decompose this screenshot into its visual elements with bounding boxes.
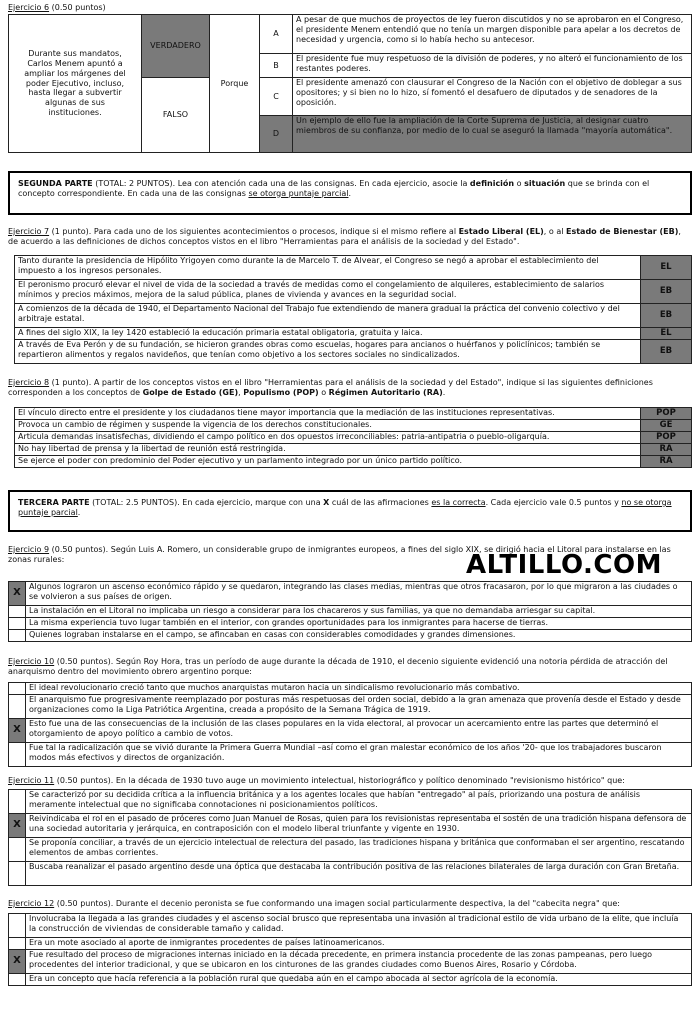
answer-mark[interactable]: X [9, 582, 26, 606]
ej6-falso[interactable]: FALSO [142, 78, 210, 153]
table-row: Provoca un cambio de régimen y suspende la vigencia de los derechos constitucionales. GE [15, 420, 692, 432]
parte3-title: TERCERA PARTE [18, 498, 90, 507]
ej9-intro: Ejercicio 9 (0.50 puntos). Según Luis A. Romero, un considerable grupo de inmigrantes europeos, a fines del siglo XIX, se dirigió hacia el Litoral para instalarse en las zonas rurales: [8, 545, 671, 564]
answer-badge[interactable]: EB [641, 340, 692, 364]
table-row: Era un mote asociado al aporte de inmigrantes procedentes de países latinoamericanos. [9, 938, 692, 950]
ej6-letter-b: B [260, 54, 293, 78]
table-row: Involucraba la llegada a las grandes ciudades y el ascenso social brusco que representaba una invasión al tradicional estilo de vida urbano de la elite, que incluía la construcción de viviendas de considerable tamaño y calidad. [9, 914, 692, 938]
answer-mark[interactable]: X [9, 719, 26, 743]
table-row: No hay libertad de prensa y la libertad de reunión está restringida. RA [15, 444, 692, 456]
answer-mark[interactable] [9, 938, 26, 950]
answer-mark[interactable] [9, 838, 26, 862]
answer-badge[interactable]: EL [641, 256, 692, 280]
table-row: Fue tal la radicalización que se vivió durante la Primera Guerra Mundial –así como el gran malestar económico de los años '20- que los trabajadores buscaron modos más efectivos y directos de organización. [9, 743, 692, 767]
answer-mark[interactable] [9, 974, 26, 986]
answer-mark[interactable] [9, 743, 26, 767]
table-row: La instalación en el Litoral no implicaba un riesgo a considerar para los chacareros y sus familias, ya que no demandaba arriesgar su capital. [9, 606, 692, 618]
answer-badge[interactable]: POP [641, 408, 692, 420]
ej6-letter-a: A [260, 15, 293, 54]
ej10-link[interactable]: Ejercicio 10 [8, 657, 55, 666]
table-row: X Reivindicaba el rol en el pasado de próceres como Juan Manuel de Rosas, quien para los revisionistas representaba el sostén de una tradición hispana defensora de una sociedad autoritaria y jerárquica, en contraposición con el modelo liberal triunfante y vigente en 1930. [9, 814, 692, 838]
answer-mark[interactable] [9, 683, 26, 695]
table-row: El ideal revolucionario creció tanto que muchos anarquistas mutaron hacia un sindicalismo revolucionario más combativo. [9, 683, 692, 695]
ej8-link[interactable]: Ejercicio 8 [8, 378, 50, 387]
table-row: Quienes lograban instalarse en el campo, se afincaban en casas con considerables comodidades y grandes dimensiones. [9, 630, 692, 642]
ej11-link[interactable]: Ejercicio 11 [8, 776, 55, 785]
answer-mark[interactable] [9, 618, 26, 630]
ej6-verdadero[interactable]: VERDADERO [142, 15, 210, 78]
table-row: X Fue resultado del proceso de migraciones internas iniciado en la década precedente, en primera instancia procedente de las zonas pampeanas, pero luego procedentes del interior tradicional, y que se ubicaron en los cinturones de las grandes ciudades como Buenos Aires, Rosario y Córdoba. [9, 950, 692, 974]
table-row: El vínculo directo entre el presidente y los ciudadanos tiene mayor importancia que la mediación de las instituciones representativas. POP [15, 408, 692, 420]
parte3-box: TERCERA PARTE (TOTAL: 2.5 PUNTOS). En cada ejercicio, marque con una X cuál de las afirmaciones es la correcta. Cada ejercicio vale 0.5 puntos y no se otorga puntaje parcial. [8, 490, 692, 532]
ej8-intro: Ejercicio 8 (1 punto). A partir de los conceptos vistos en el libro "Herramientas para el análisis de la sociedad y del Estado", indique si las siguientes definiciones corresponden a los conceptos de Golpe de Estado (GE), Populismo (POP) o Régimen Autoritario (RA). [8, 378, 653, 397]
ej6-option-c: El presidente amenazó con clausurar el Congreso de la Nación con el objetivo de doblegar a sus opositores; y si bien no lo hizo, sí fomentó el desafuero de diputados y de senadores de la oposición. [293, 78, 692, 116]
ej12-table [8, 913, 692, 986]
table-row: Buscaba reanalizar el pasado argentino desde una óptica que destacaba la contribución positiva de las relaciones bilaterales de larga duración con Gran Bretaña. [9, 862, 692, 886]
ej6-option-a: A pesar de que muchos de proyectos de ley fueron discutidos y no se aprobaron en el Congreso, el presidente Menem entendió que no tenía un margen disponible para apelar a los decretos de necesidad y urgencia, como si lo había hecho su antecesor. [293, 15, 692, 54]
ej6-statement: Durante sus mandatos, Carlos Menem apuntó a ampliar los márgenes del poder Ejecutivo, incluso, hasta llegar a subvertir algunas de sus instituciones. [9, 15, 142, 153]
ej6-title: Ejercicio 6 (0.50 puntos) [8, 3, 106, 12]
ej7-link[interactable]: Ejercicio 7 [8, 227, 50, 236]
answer-badge[interactable]: EB [641, 304, 692, 328]
answer-badge[interactable]: EL [641, 328, 692, 340]
answer-mark[interactable] [9, 630, 26, 642]
answer-mark[interactable]: X [9, 950, 26, 974]
ej6-option-d[interactable]: Un ejemplo de ello fue la ampliación de la Corte Suprema de Justicia, al designar cuatro miembros de su confianza, por medio de lo cual se aseguró la llamada "mayoría automática". [293, 116, 692, 153]
answer-mark[interactable]: X [9, 814, 26, 838]
answer-badge[interactable]: GE [641, 420, 692, 432]
ej11-intro: Ejercicio 11 (0.50 puntos). En la década de 1930 tuvo auge un movimiento intelectual, historiográfico y político denominado "revisionismo histórico" que: [8, 776, 625, 785]
parte2-title: SEGUNDA PARTE [18, 179, 93, 188]
answer-badge[interactable]: EB [641, 280, 692, 304]
ej9-table [8, 581, 692, 642]
table-row: A fines del siglo XIX, la ley 1420 estableció la educación primaria estatal obligatoria, gratuita y laica. EL [15, 328, 692, 340]
ej7-intro: Ejercicio 7 (1 punto). Para cada uno de los siguientes acontecimientos o procesos, indique si el mismo refiere al Estado Liberal (EL), o al Estado de Bienestar (EB), de acuerdo a las definiciones de dichos conceptos vistos en el libro "Herramientas para el análisis de la sociedad y del Estado". [8, 227, 681, 246]
table-row: X Algunos lograron un ascenso económico rápido y se quedaron, integrando las clases medias, mientras que otros fracasaron, por lo que migraron a las ciudades o se volvieron a sus países de origen. [9, 582, 692, 606]
table-row: Se caracterizó por su decidida crítica a la influencia británica y a los agentes locales que habían "entregado" al país, priorizando una postura de análisis meramente intelectual que no significaba connotaciones ni posicionamientos políticos. [9, 790, 692, 814]
ej12-intro: Ejercicio 12 (0.50 puntos). Durante el decenio peronista se fue conformando una imagen social particularmente despectiva, la del "cabecita negra" que: [8, 899, 620, 908]
ej7-table [14, 255, 692, 364]
answer-mark[interactable] [9, 695, 26, 719]
table-row: A comienzos de la década de 1940, el Departamento Nacional del Trabajo fue extendiendo de manera gradual la práctica del convenio colectivo y del arbitraje estatal. EB [15, 304, 692, 328]
answer-mark[interactable] [9, 862, 26, 886]
table-row: Se proponía conciliar, a través de un ejercicio intelectual de relectura del pasado, las tradiciones hispana y británica que conformaban el ser argentino, rescatando elementos de ambas corrientes. [9, 838, 692, 862]
table-row: El peronismo procuró elevar el nivel de vida de la sociedad a través de medidas como el congelamiento de alquileres, establecimiento de salarios mínimos y precios máximos, mejora de la salud pública, planes de vivienda y avances en la seguridad social. EB [15, 280, 692, 304]
ej6-link[interactable]: Ejercicio 6 [8, 3, 50, 12]
ej8-table [14, 407, 692, 468]
table-row: El anarquismo fue progresivamente reemplazado por posturas más respetuosas del orden social, debido a la gran amenaza que provenía desde el Estado y desde organizaciones como la Liga Patriótica Argentina, creada a propósito de la Semana Trágica de 1919. [9, 695, 692, 719]
ej6-option-b: El presidente fue muy respetuoso de la división de poderes, y no alteró el funcionamiento de los restantes poderes. [293, 54, 692, 78]
table-row: La misma experiencia tuvo lugar también en el interior, con grandes oportunidades para los inmigrantes para hacerse de tierras. [9, 618, 692, 630]
ej6-porque: Porque [210, 15, 260, 153]
table-row: Tanto durante la presidencia de Hipólito Yrigoyen como durante la de Marcelo T. de Alvear, el Congreso se negó a aprobar el establecimiento del impuesto a los ingresos personales. EL [15, 256, 692, 280]
answer-mark[interactable] [9, 914, 26, 938]
table-row: Se ejerce el poder con predominio del Poder ejecutivo y un parlamento integrado por un único partido político. RA [15, 456, 692, 468]
ej6-table [8, 14, 692, 153]
table-row: X Esto fue una de las consecuencias de la inclusión de las clases populares en la vida electoral, al provocar un acercamiento entre las partes que determinó el otorgamiento de apoyo político a cambio de votos. [9, 719, 692, 743]
answer-badge[interactable]: RA [641, 456, 692, 468]
answer-badge[interactable]: POP [641, 432, 692, 444]
table-row: Era un concepto que hacía referencia a la población rural que quedaba aún en el campo abocada al sector agrícola de la economía. [9, 974, 692, 986]
ej6-letter-d[interactable]: D [260, 116, 293, 153]
table-row: Articula demandas insatisfechas, dividiendo el campo político en dos opuestos irreconciliables: patria-antipatria o pueblo-oligarquía. POP [15, 432, 692, 444]
ej6-letter-c: C [260, 78, 293, 116]
answer-mark[interactable] [9, 606, 26, 618]
table-row: A través de Eva Perón y de su fundación, se hicieron grandes obras como escuelas, hogares para ancianos o huérfanos y policlínicos; también se repartieron alimentos y regalos navideños, que tenían como objetivo a los sectores sociales no sindicalizados. EB [15, 340, 692, 364]
ej9-link[interactable]: Ejercicio 9 [8, 545, 50, 554]
ej10-intro: Ejercicio 10 (0.50 puntos). Según Roy Hora, tras un período de auge durante la década de 1910, el decenio siguiente evidenció una notoria pérdida de atracción del anarquismo dentro del movimiento obrero argentino porque: [8, 657, 668, 676]
parte2-box: SEGUNDA PARTE (TOTAL: 2 PUNTOS). Lea con atención cada una de las consignas. En cada ejercicio, asocie la definición o situación que se brinda con el concepto correspondiente. En cada una de las consignas se otorga puntaje parcial. [8, 171, 692, 215]
ej10-table [8, 682, 692, 767]
answer-badge[interactable]: RA [641, 444, 692, 456]
ej11-table [8, 789, 692, 886]
answer-mark[interactable] [9, 790, 26, 814]
ej12-link[interactable]: Ejercicio 12 [8, 899, 55, 908]
watermark-logo: ALTILLO.COM [466, 550, 662, 580]
